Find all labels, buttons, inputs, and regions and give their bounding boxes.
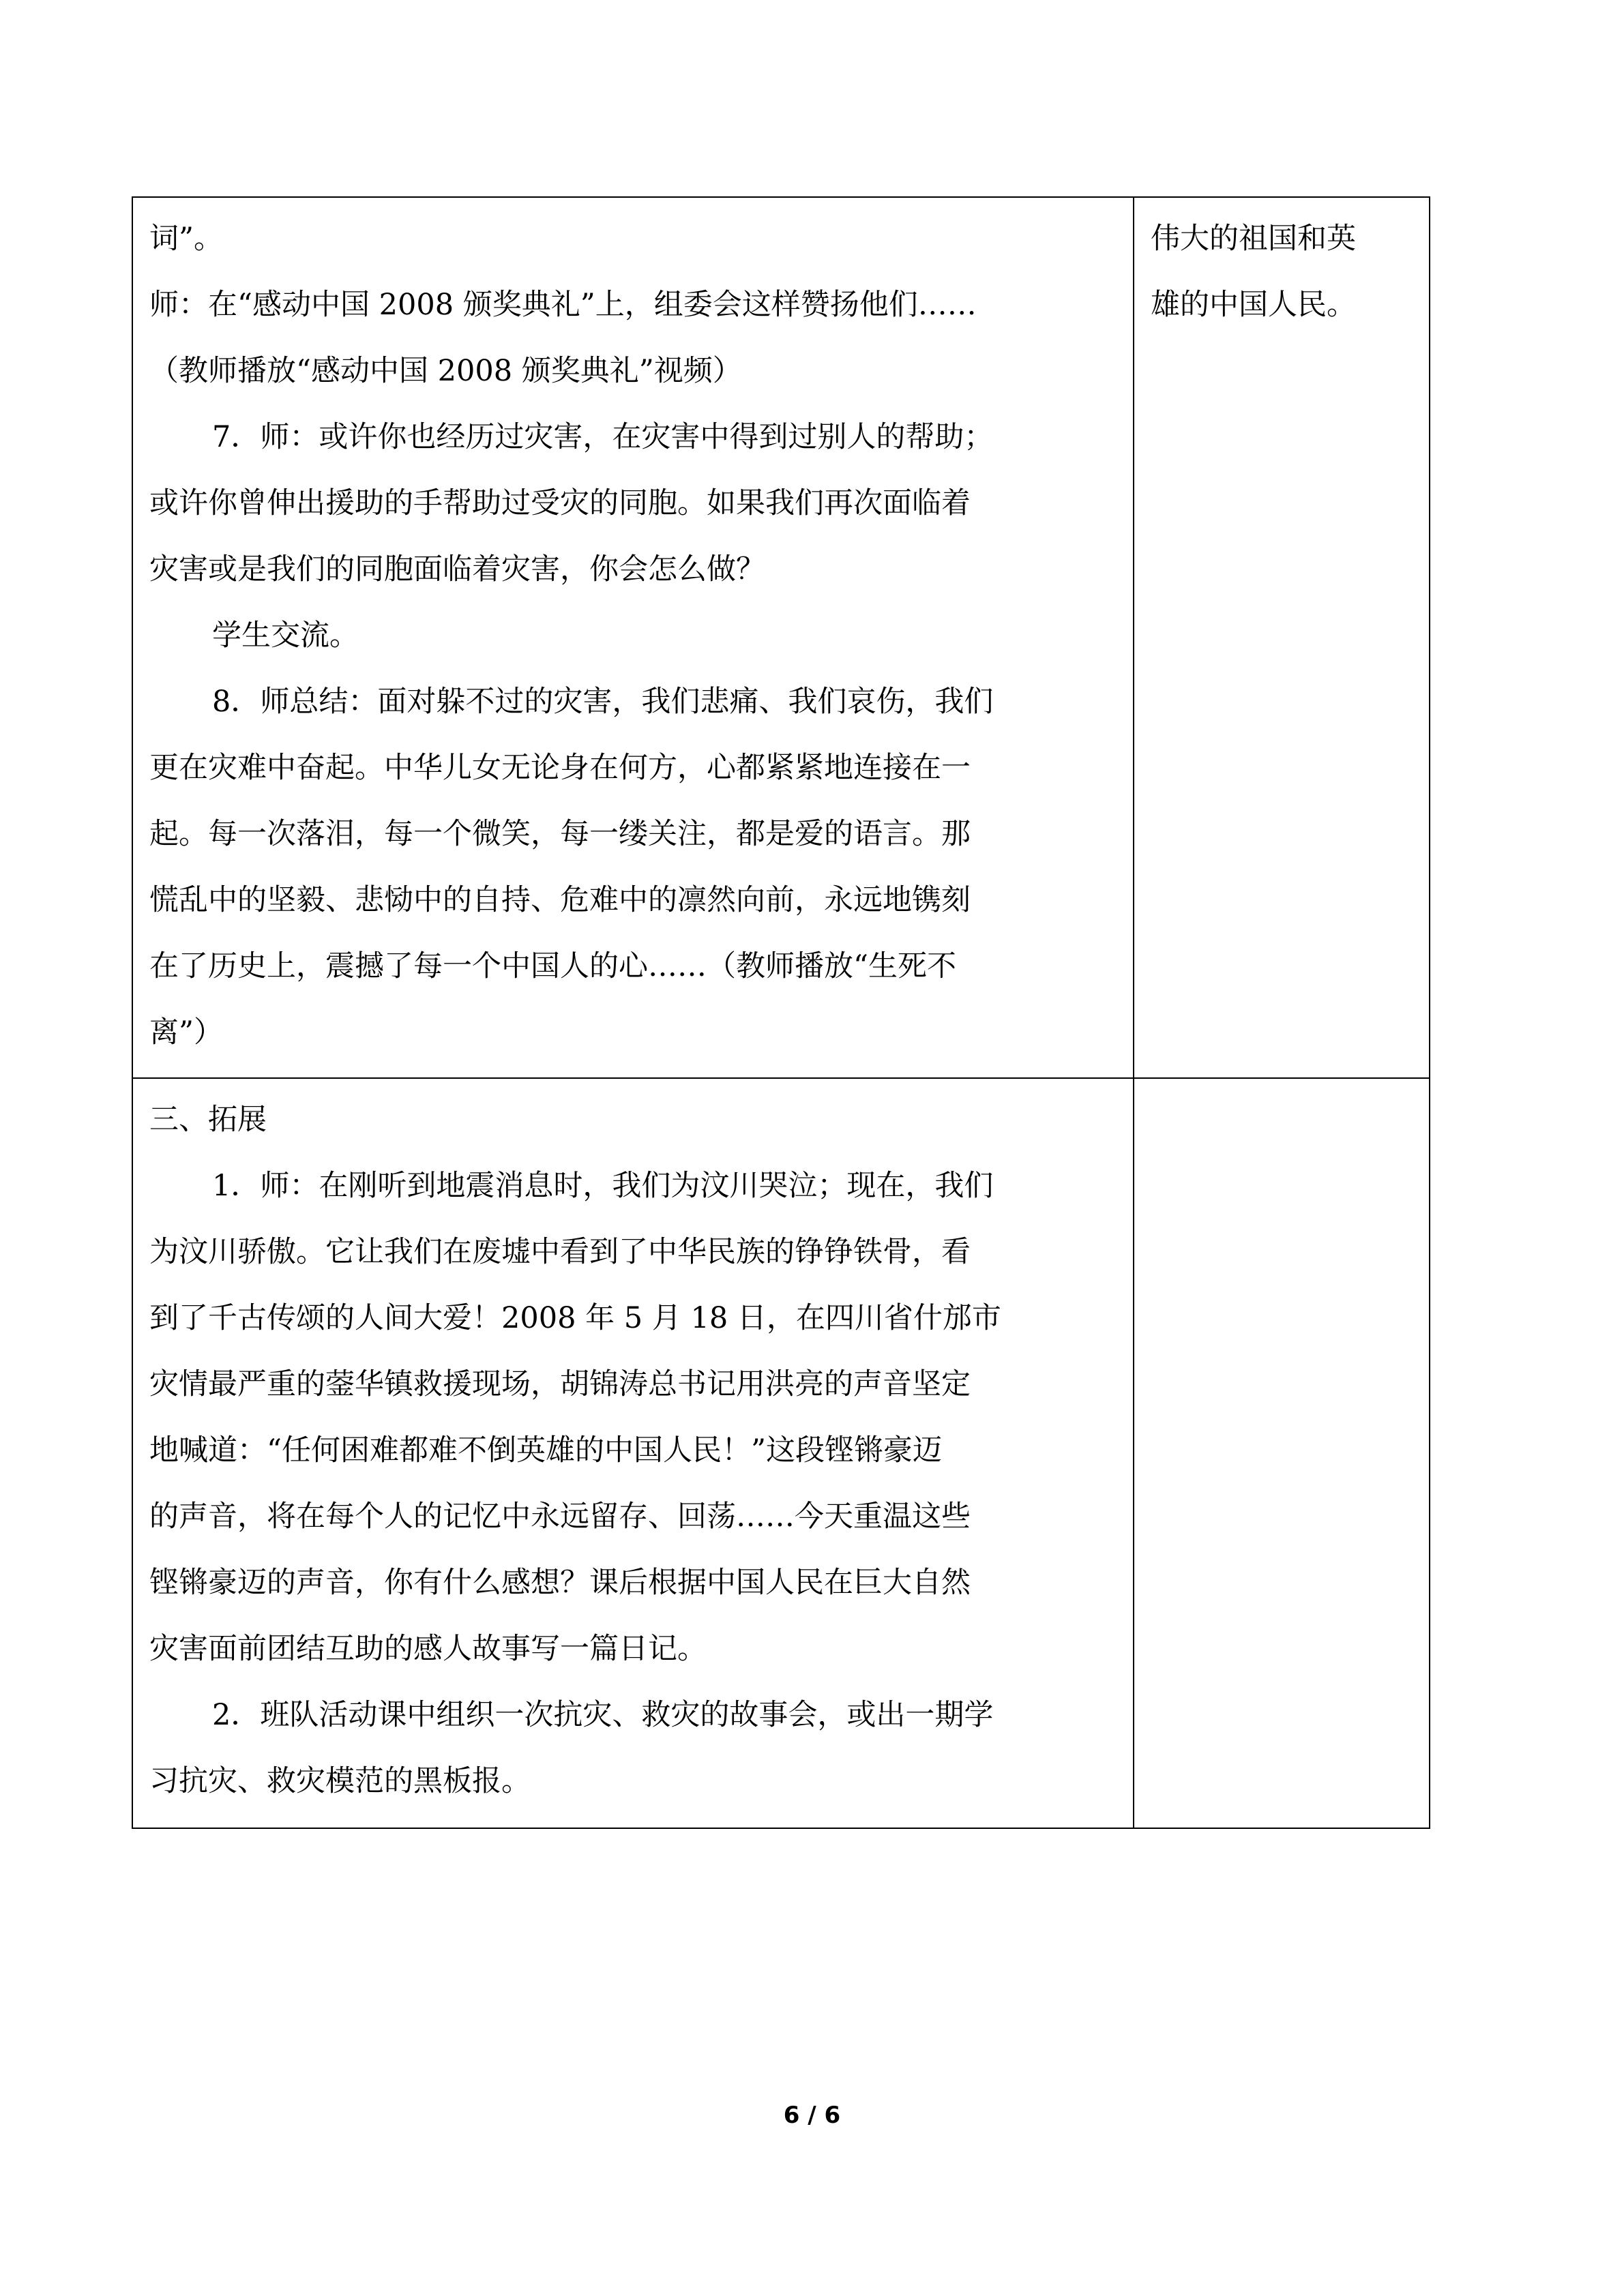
section-heading: 三、拓展 [149,1103,267,1137]
text-line: 2．班队活动课中组织一次抗灾、救灾的故事会，或出一期学 [212,1698,994,1732]
notes-cell [1134,1078,1430,1828]
text-line: 为汶川骄傲。它让我们在废墟中看到了中华民族的铮铮铁骨，看 [149,1235,971,1269]
text-line: 离”） [149,1015,223,1049]
text-line: 雄的中国人民。 [1151,288,1356,322]
text-line: 7．师：或许你也经历过灾害，在灾害中得到过别人的帮助； [212,420,994,454]
text-line: 8．师总结：面对躲不过的灾害，我们悲痛、我们哀伤，我们 [212,685,994,719]
text-line: 伟大的祖国和英 [1151,222,1356,256]
main-content-cell [132,197,1134,1078]
page-number: 6 / 6 [783,2102,841,2129]
text-line: 在了历史上，震撼了每一个中国人的心……（教师播放“生死不 [149,949,956,983]
text-line: 铿锵豪迈的声音，你有什么感想？课后根据中国人民在巨大自然 [149,1566,971,1600]
table-row [132,1078,1430,1828]
text-line: （教师播放“感动中国 2008 颁奖典礼”视频） [149,354,742,388]
table-row [132,197,1430,1078]
main-content-cell [132,1078,1134,1828]
text-line: 地喊道：“任何困难都难不倒英雄的中国人民！”这段铿锵豪迈 [149,1433,942,1467]
text-line: 学生交流。 [212,618,359,653]
text-line: 或许你曾伸出援助的手帮助过受灾的同胞。如果我们再次面临着 [149,486,971,520]
lesson-plan-table [132,196,1430,1829]
text-line: 灾情最严重的蓥华镇救援现场，胡锦涛总书记用洪亮的声音坚定 [149,1367,971,1401]
text-line: 习抗灾、救灾模范的黑板报。 [149,1764,531,1798]
text-line: 灾害或是我们的同胞面临着灾害，你会怎么做？ [149,552,765,586]
text-line: 灾害面前团结互助的感人故事写一篇日记。 [149,1632,707,1666]
text-line: 起。每一次落泪，每一个微笑，每一缕关注，都是爱的语言。那 [149,817,971,851]
text-line: 1．师：在刚听到地震消息时，我们为汶川哭泣；现在，我们 [212,1169,994,1203]
notes-cell [1134,197,1430,1078]
text-line: 词”。 [149,222,223,256]
text-line: 到了千古传颂的人间大爱！2008 年 5 月 18 日，在四川省什邡市 [149,1301,1001,1335]
text-line: 的声音，将在每个人的记忆中永远留存、回荡……今天重温这些 [149,1500,971,1534]
text-line: 慌乱中的坚毅、悲恸中的自持、危难中的凛然向前，永远地镌刻 [149,883,971,917]
text-line: 师：在“感动中国 2008 颁奖典礼”上，组委会这样赞扬他们…… [149,288,977,322]
text-line: 更在灾难中奋起。中华儿女无论身在何方，心都紧紧地连接在一 [149,751,971,785]
